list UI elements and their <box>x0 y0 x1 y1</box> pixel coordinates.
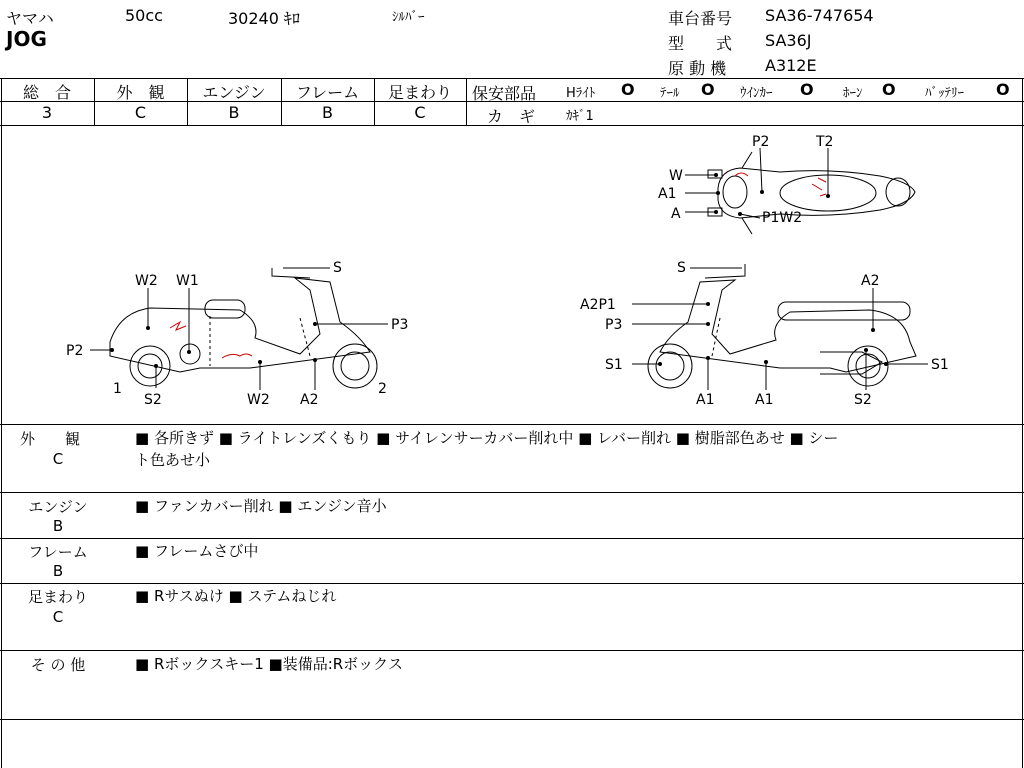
divider <box>466 101 1024 102</box>
safety-label: 保安部品 <box>472 84 537 103</box>
label-left-a2: A2 <box>300 392 319 408</box>
battery-label: ﾊﾞｯﾃﾘｰ <box>925 86 964 101</box>
label-left-w1: W1 <box>176 273 199 289</box>
label-right-a2p1: A2P1 <box>580 297 616 313</box>
notes-frame-text: ■ フレームさび中 <box>135 542 259 560</box>
notes-exterior-line2: ト色あせ小 <box>135 451 211 469</box>
frame-no: SA36-747654 <box>765 6 874 25</box>
notes-frame-label: フレーム <box>28 543 88 561</box>
notes-engine-grade: B <box>52 517 64 535</box>
overall-grade: 3 <box>41 103 53 122</box>
label-right-s1-right: S1 <box>931 357 949 373</box>
divider <box>0 583 1024 584</box>
notes-engine-text: ■ ファンカバー削れ ■ エンジン音小 <box>135 497 387 515</box>
label-top-t2: T2 <box>816 134 834 150</box>
notes-suspension-text: ■ Rサスぬけ ■ ステムねじれ <box>135 587 337 605</box>
suspension-grade: C <box>414 103 426 122</box>
mileage: 30240 ｷﾛ <box>228 9 300 28</box>
notes-other-text: ■ Rボックスキー1 ■装備品:Rボックス <box>135 655 404 673</box>
label-left-p2: P2 <box>66 343 84 359</box>
winker-label: ｳｲﾝｶｰ <box>740 86 773 101</box>
label-left-2: 2 <box>378 381 387 397</box>
horn-ok-icon: O <box>882 80 896 99</box>
notes-other-label: そ の 他 <box>30 656 86 674</box>
notes-suspension-label: 足まわり <box>27 588 88 606</box>
divider <box>0 538 1024 539</box>
engine-model-label: 原 動 機 <box>668 59 727 78</box>
label-top-a1: A1 <box>658 186 677 202</box>
frame-label: フレーム <box>295 83 360 102</box>
divider <box>0 78 1024 79</box>
label-right-a1: A1 <box>696 392 715 408</box>
displacement: 50cc <box>125 6 163 25</box>
divider <box>0 719 1024 720</box>
model-name: JOG <box>6 27 47 51</box>
label-left-1: 1 <box>113 381 122 397</box>
exterior-label: 外 観 <box>116 83 165 102</box>
winker-ok-icon: O <box>800 80 814 99</box>
label-right-s1-left: S1 <box>605 357 623 373</box>
exterior-grade: C <box>134 103 147 122</box>
engine-model: A312E <box>765 56 817 75</box>
battery-ok-icon: O <box>996 80 1010 99</box>
marker-dots <box>110 173 888 368</box>
label-top-p2: P2 <box>752 134 770 150</box>
type-label: 型 式 <box>668 34 733 53</box>
overall-label: 総 合 <box>22 83 71 102</box>
scooter-top-view <box>708 152 915 234</box>
label-left-p3: P3 <box>391 317 409 333</box>
label-top-p1w2: P1W2 <box>762 210 803 226</box>
maker: ヤマハ <box>6 9 54 28</box>
notes-exterior-line1: ■ 各所きず ■ ライトレンズくもり ■ サイレンサーカバー削れ中 ■ レバー削れ ■ 樹脂部色あせ ■ シー <box>135 429 839 447</box>
notes-suspension-grade: C <box>52 608 64 626</box>
label-right-p3: P3 <box>605 317 623 333</box>
color: ｼﾙﾊﾞｰ <box>392 10 425 25</box>
label-left-s: S <box>333 260 342 276</box>
engine-label: エンジン <box>202 83 266 102</box>
notes-exterior-label: 外 観 <box>19 430 80 448</box>
horn-label: ﾎｰﾝ <box>843 86 863 101</box>
label-top-a: A <box>671 206 681 222</box>
type-value: SA36J <box>765 31 812 50</box>
key-label: カ ギ <box>487 107 536 126</box>
label-right-s: S <box>677 260 686 276</box>
label-right-a1-b: A1 <box>755 392 774 408</box>
headlight-ok-icon: O <box>621 80 635 99</box>
label-right-s2: S2 <box>854 392 872 408</box>
suspension-label: 足まわり <box>387 83 452 102</box>
divider <box>0 650 1024 651</box>
label-top-w: W <box>669 168 683 184</box>
engine-grade: B <box>228 103 240 122</box>
divider <box>466 78 467 125</box>
notes-frame-grade: B <box>52 562 64 580</box>
tail-label: ﾃｰﾙ <box>660 86 680 101</box>
frame-no-label: 車台番号 <box>668 9 733 28</box>
notes-exterior-grade: C <box>52 450 64 468</box>
divider <box>0 492 1024 493</box>
frame-grade: B <box>322 103 333 122</box>
headlight-label: Hﾗｲﾄ <box>566 86 596 101</box>
damage-diagram <box>0 126 1024 424</box>
tail-ok-icon: O <box>701 80 715 99</box>
key-value: ｶｷﾞ1 <box>566 109 594 124</box>
label-left-s2: S2 <box>144 392 162 408</box>
label-left-w2: W2 <box>135 273 158 289</box>
leader-lines <box>90 148 928 390</box>
label-right-a2: A2 <box>861 273 880 289</box>
label-left-w2-bottom: W2 <box>247 392 270 408</box>
divider <box>0 424 1024 425</box>
notes-engine-label: エンジン <box>28 498 88 516</box>
